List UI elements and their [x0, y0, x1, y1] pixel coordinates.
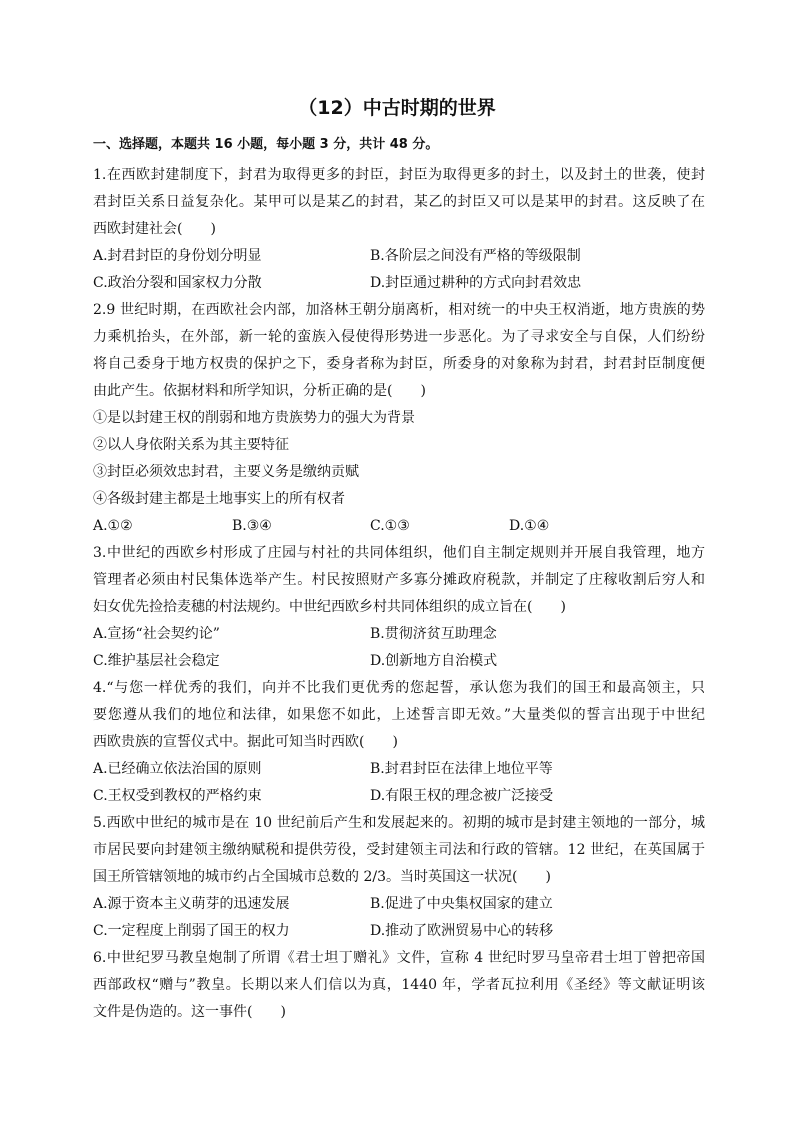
question-stem-line: 2.9 世纪时期，在西欧社会内部，加洛林王朝分崩离析，相对统一的中央王权消逝，地方贵族的势: [93, 302, 705, 318]
options-row: [93, 270, 705, 297]
option-a: A.①②: [93, 518, 133, 534]
option-b: B.各阶层之间没有严格的等级限制: [370, 248, 581, 264]
option-a: A.已经确立依法治国的原则: [93, 761, 262, 777]
statement-4: ④各级封建主都是土地事实上的所有权者: [93, 491, 345, 507]
option-d: D.有限王权的理念被广泛接受: [370, 788, 554, 804]
question-stem-line: 由此产生。依据材料和所学知识，分析正确的是( ): [93, 383, 426, 399]
question-stem-line: 国王所管辖领地的城市约占全国城市总数的 2/3。当时英国这一状况( ): [93, 869, 551, 885]
question-stem-line: 管理者必须由村民集体选举产生。村民按照财产多寡分摊政府税款，并制定了庄稼收割后穷人和: [93, 572, 705, 588]
option-d: D.创新地方自治模式: [370, 653, 498, 669]
question-stem-line: 市居民要向封建领主缴纳赋税和提供劳役，受封建领主司法和行政的管辖。12 世纪，在英国属于: [93, 842, 705, 858]
option-c: C.王权受到教权的严格约束: [93, 788, 262, 804]
option-a: A.封君封臣的身份划分明显: [93, 248, 262, 264]
question-stem-line: 西欧封建社会( ): [93, 221, 216, 237]
option-b: B.贯彻济贫互助理念: [370, 626, 497, 642]
option-a: A.宣扬“社会契约论”: [93, 626, 220, 642]
statement-3: ③封臣必须效忠封君，主要义务是缴纳贡赋: [93, 464, 359, 480]
question-stem-line: 5.西欧中世纪的城市是在 10 世纪前后产生和发展起来的。初期的城市是封建主领地的一部分，城: [93, 815, 705, 831]
options-row: [93, 756, 705, 783]
question-4: [93, 675, 705, 810]
question-stem-line: 将自己委身于地方权贵的保护之下，委身者称为封臣，所委身的对象称为封君，封君封臣制度便: [93, 356, 705, 372]
option-b: B.封君封臣在法律上地位平等: [370, 761, 553, 777]
question-stem-line: 君封臣关系日益复杂化。某甲可以是某乙的封君，某乙的封臣又可以是某甲的封君。这反映了在: [93, 194, 705, 210]
question-stem-line: 6.中世纪罗马教皇炮制了所谓《君士坦丁赠礼》文件，宣称 4 世纪时罗马皇帝君士坦丁曾把帝国: [93, 950, 705, 966]
option-d: D.推动了欧洲贸易中心的转移: [370, 923, 554, 939]
options-row: [93, 243, 705, 270]
option-b: B.促进了中央集权国家的建立: [370, 896, 553, 912]
question-stem-line: 文件是伪造的。这一事件( ): [93, 1004, 286, 1020]
statement-2: ②以人身依附关系为其主要特征: [93, 437, 289, 453]
options-row: [93, 891, 705, 918]
option-d: D.①④: [509, 518, 550, 534]
question-1: [93, 162, 705, 297]
option-c: C.①③: [370, 518, 410, 534]
question-stem-line: 1.在西欧封建制度下，封君为取得更多的封臣，封臣为取得更多的封土，以及封土的世袭，使封: [93, 167, 705, 183]
options-row: [93, 648, 705, 675]
option-b: B.③④: [232, 518, 272, 534]
options-row: [93, 621, 705, 648]
question-stem-line: 西欧贵族的宣誓仪式中。据此可知当时西欧( ): [93, 734, 398, 750]
question-6: [93, 945, 705, 1026]
section-heading: 一、选择题，本题共 16 小题，每小题 3 分，共计 48 分。: [93, 137, 439, 152]
option-c: C.维护基层社会稳定: [93, 653, 220, 669]
options-row: [93, 918, 705, 945]
question-stem-line: 4.“与您一样优秀的我们，向并不比我们更优秀的您起誓，承认您为我们的国王和最高领主，只: [93, 680, 705, 696]
option-a: A.源于资本主义萌芽的迅速发展: [93, 896, 290, 912]
question-3: [93, 540, 705, 675]
question-stem-line: 力乘机抬头，在外部，新一轮的蛮族入侵使得形势进一步恶化。为了寻求安全与自保，人们纷纷: [93, 329, 705, 345]
options-row: [93, 783, 705, 810]
option-c: C.一定程度上削弱了国王的权力: [93, 923, 290, 939]
page-title: （12）中古时期的世界: [298, 97, 496, 119]
question-list: [93, 162, 705, 1026]
option-d: D.封臣通过耕种的方式向封君效忠: [370, 275, 582, 291]
question-stem-line: 要您遵从我们的地位和法律，如果您不如此，上述誓言即无效。”大量类似的誓言出现于中世纪: [93, 707, 705, 723]
question-5: [93, 810, 705, 945]
question-stem-line: 西部政权“赠与”教皇。长期以来人们信以为真，1440 年，学者瓦拉利用《圣经》等文献证明该: [93, 977, 705, 993]
option-c: C.政治分裂和国家权力分散: [93, 275, 262, 291]
question-stem-line: 妇女优先捡拾麦穗的村法规约。中世纪西欧乡村共同体组织的成立旨在( ): [93, 599, 566, 615]
statement-1: ①是以封建王权的削弱和地方贵族势力的强大为背景: [93, 410, 415, 426]
question-2: [93, 297, 705, 540]
question-stem-line: 3.中世纪的西欧乡村形成了庄园与村社的共同体组织，他们自主制定规则并开展自我管理，地方: [93, 545, 705, 561]
options-row: [93, 513, 705, 540]
